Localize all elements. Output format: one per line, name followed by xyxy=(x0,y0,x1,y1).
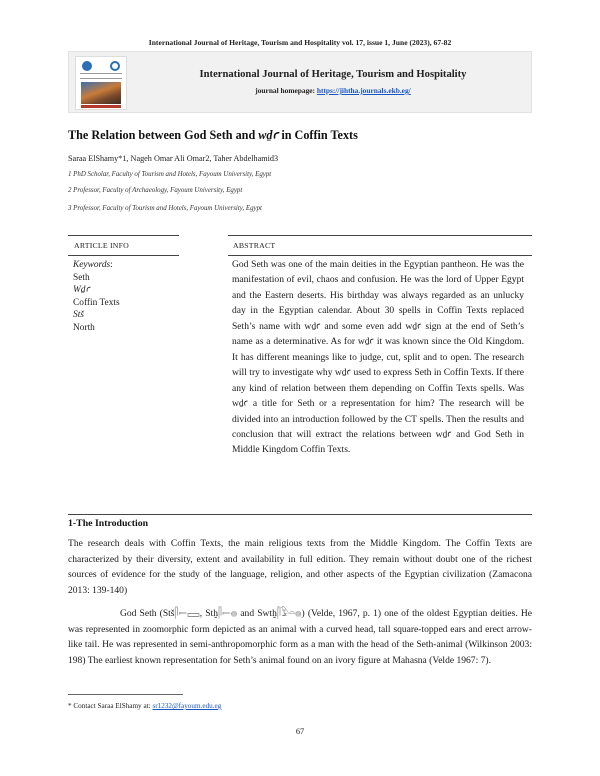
divider xyxy=(68,255,179,256)
keyword: Stš xyxy=(73,310,84,321)
footnote: * Contact Saraa ElShamy at: sr1232@fayoum.edu.eg xyxy=(68,702,222,710)
affiliation-3: 3 Professor, Faculty of Tourism and Hotels, Fayoum University, Egypt xyxy=(68,205,262,212)
journal-logo xyxy=(75,56,127,110)
keywords-list: Keywords: Seth Wḏꜥ Coffin Texts Stš North xyxy=(73,260,120,333)
page-number: 67 xyxy=(295,727,305,736)
keywords-label: Keywords xyxy=(73,260,111,270)
section-heading: 1-The Introduction xyxy=(68,518,149,529)
footnote-divider xyxy=(68,694,183,695)
journal-homepage-link[interactable]: https://jihtha.journals.ekb.eg/ xyxy=(316,86,411,95)
divider xyxy=(228,235,532,236)
keyword: Wḏꜥ xyxy=(73,285,90,296)
keyword: Coffin Texts xyxy=(73,297,120,308)
intro-paragraph-1: The research deals with Coffin Texts, the main religious texts from the Middle Kingdom. The Coffin Texts are characterized by their diversity, extent and availability in full edition. They remain without doubt one of the richest sources of evidence for the study of the language, religion, and other aspects of the Egyptian civilization (Zamacona 2013: 139-140) xyxy=(68,538,532,596)
journal-title: International Journal of Heritage, Tourism and Hospitality xyxy=(199,69,467,80)
author-list: Saraa ElShamy*1, Nageh Omar Ali Omar2, Taher Abdelhamid3 xyxy=(68,154,279,163)
abstract-text: God Seth was one of the main deities in the Egyptian pantheon. He was the manifestation of evil, chaos and confusion. He was the lord of Upper Egypt and the Eastern deserts. His birthday was always regarded as an unlucky day in the Egyptian calendar. About 30 spells in Coffin Texts replaced Seth’s name with wḏꜥ and some even add wḏꜥ sign at the end of Seth’s name as a determinative. As for wḏꜥ it was known since the Old Kingdom. It has different meanings like to judge, cut, split and to open. The research will try to investigate why wḏꜥ used to express Seth in Coffin Texts. If there any kind of relation between them depending on Coffin Texts spells. Was wḏꜥ a title for Seth or a representation for him? The research will be divided into an introduction followed by the CT spells. Then the results and conclusion that will extract the relations between wḏꜥ and God Seth in Middle Kingdom Coffin Texts. xyxy=(232,259,524,456)
divider xyxy=(228,255,532,256)
journal-masthead xyxy=(68,51,532,113)
divider xyxy=(68,514,532,515)
affiliation-1: 1 PhD Scholar, Faculty of Tourism and Hotels, Fayoum University, Egypt xyxy=(68,171,272,178)
keyword: Seth xyxy=(73,272,90,283)
affiliation-2: 2 Professor, Faculty of Archaeology, Fayoum University, Egypt xyxy=(68,187,243,194)
journal-homepage: journal homepage: https://jihtha.journals.ekb.eg/ xyxy=(255,86,411,95)
divider xyxy=(68,235,179,236)
contact-email-link[interactable]: sr1232@fayoum.edu.eg xyxy=(152,702,222,710)
intro-paragraph-2: God Seth (Stš𓋴𓍿𓈙, Stḫ𓋴𓍿𓐍 and Swtḫ𓋴𓅱𓏏𓐍) (Velde, 1967, p. 1) one of the oldest Egyptian deities. He was represented in zoomorphic form depicted as an animal with a curved head, tall square-topped ears and erect arrow-like tail. He was represented in semi-anthropomorphic form as a man with the head of the Seth-animal (Wilkinson 2003: 198) The earliest known representation for Seth’s animal found on an ivory figure at Mahasna (Velde 1967: 7). xyxy=(68,608,532,666)
article-title: The Relation between God Seth and wḏꜥ in Coffin Texts xyxy=(68,128,358,142)
article-info-heading: ARTICLE INFO xyxy=(74,241,129,250)
abstract-heading: ABSTRACT xyxy=(233,241,276,250)
running-header: International Journal of Heritage, Tourism and Hospitality vol. 17, issue 1, June (2023), 67-82 xyxy=(148,38,452,47)
keyword: North xyxy=(73,322,95,333)
